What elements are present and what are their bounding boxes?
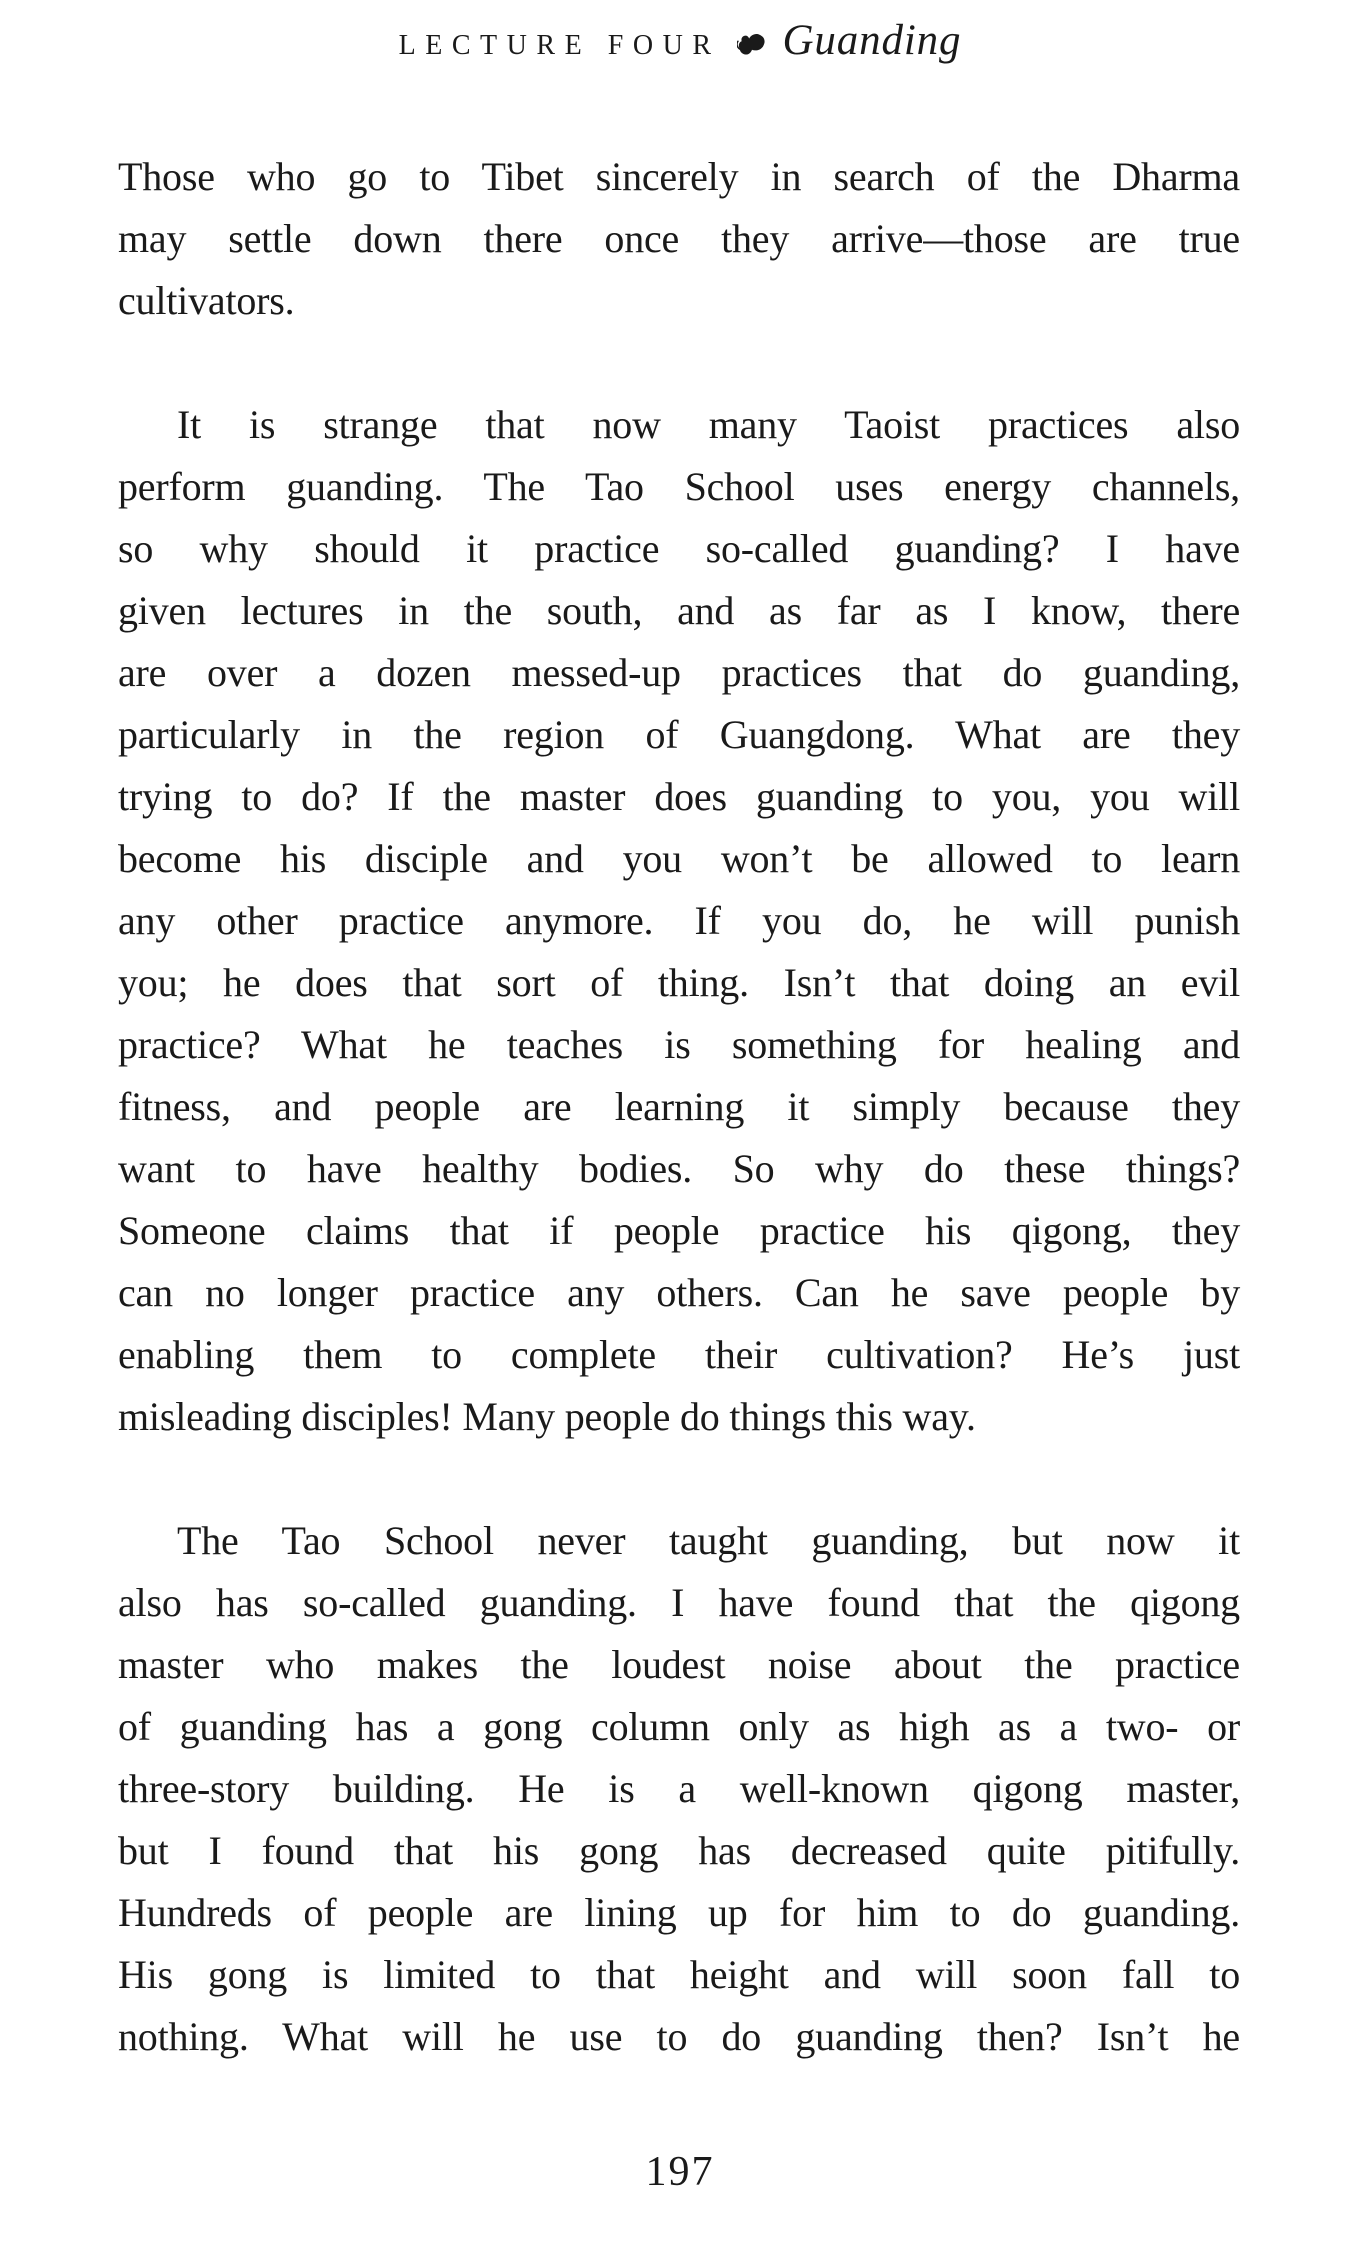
text-line: particularly in the region of Guangdong. What are they: [118, 712, 1240, 757]
paragraph: [118, 146, 1240, 332]
text-line: trying to do? If the master does guanding to you, you will: [118, 774, 1240, 819]
text-line: are over a dozen messed-up practices that do guanding,: [118, 650, 1240, 695]
body-text: [118, 146, 1240, 2068]
text-line: perform guanding. The Tao School uses energy channels,: [118, 464, 1240, 509]
text-line: misleading disciples! Many people do things this way.: [118, 1394, 976, 1439]
text-line: can no longer practice any others. Can he save people by: [118, 1270, 1240, 1315]
text-line: Someone claims that if people practice his qigong, they: [118, 1208, 1240, 1253]
text-line: given lectures in the south, and as far as I know, there: [118, 588, 1240, 633]
text-line: Those who go to Tibet sincerely in search of the Dharma: [118, 154, 1240, 199]
running-head-chapter-title: Guanding: [782, 17, 962, 64]
text-line: become his disciple and you won’t be allowed to learn: [118, 836, 1240, 881]
running-head: [0, 16, 1360, 65]
text-line: nothing. What will he use to do guanding then? Isn’t he: [118, 2014, 1240, 2059]
text-line: also has so-called guanding. I have found that the qigong: [118, 1580, 1240, 1625]
text-line: of guanding has a gong column only as high as a two- or: [118, 1704, 1240, 1749]
text-line: three-story building. He is a well-known qigong master,: [118, 1766, 1240, 1811]
text-line: master who makes the loudest noise about the practice: [118, 1642, 1240, 1687]
text-line: Hundreds of people are lining up for him to do guanding.: [118, 1890, 1240, 1935]
running-head-lecture-label: LECTURE FOUR: [398, 30, 721, 61]
text-line: want to have healthy bodies. So why do these things?: [118, 1146, 1240, 1191]
paragraph: [118, 394, 1240, 1448]
paragraph: [118, 1510, 1240, 2068]
text-line: you; he does that sort of thing. Isn’t that doing an evil: [118, 960, 1240, 1005]
text-line: cultivators.: [118, 278, 295, 323]
text-line: enabling them to complete their cultivation? He’s just: [118, 1332, 1240, 1377]
page-number: 197: [645, 2149, 715, 2195]
text-line: any other practice anymore. If you do, he will punish: [118, 898, 1240, 943]
text-line: The Tao School never taught guanding, but now it: [177, 1518, 1240, 1563]
text-line: practice? What he teaches is something for healing and: [118, 1022, 1240, 1067]
hedera-fleuron-icon: [737, 32, 767, 58]
text-line: may settle down there once they arrive—those are true: [118, 216, 1240, 261]
text-line: so why should it practice so-called guanding? I have: [118, 526, 1240, 571]
text-line: fitness, and people are learning it simply because they: [118, 1084, 1240, 1129]
text-line: His gong is limited to that height and will soon fall to: [118, 1952, 1240, 1997]
text-line: It is strange that now many Taoist practices also: [177, 402, 1240, 447]
text-line: but I found that his gong has decreased quite pitifully.: [118, 1828, 1240, 1873]
